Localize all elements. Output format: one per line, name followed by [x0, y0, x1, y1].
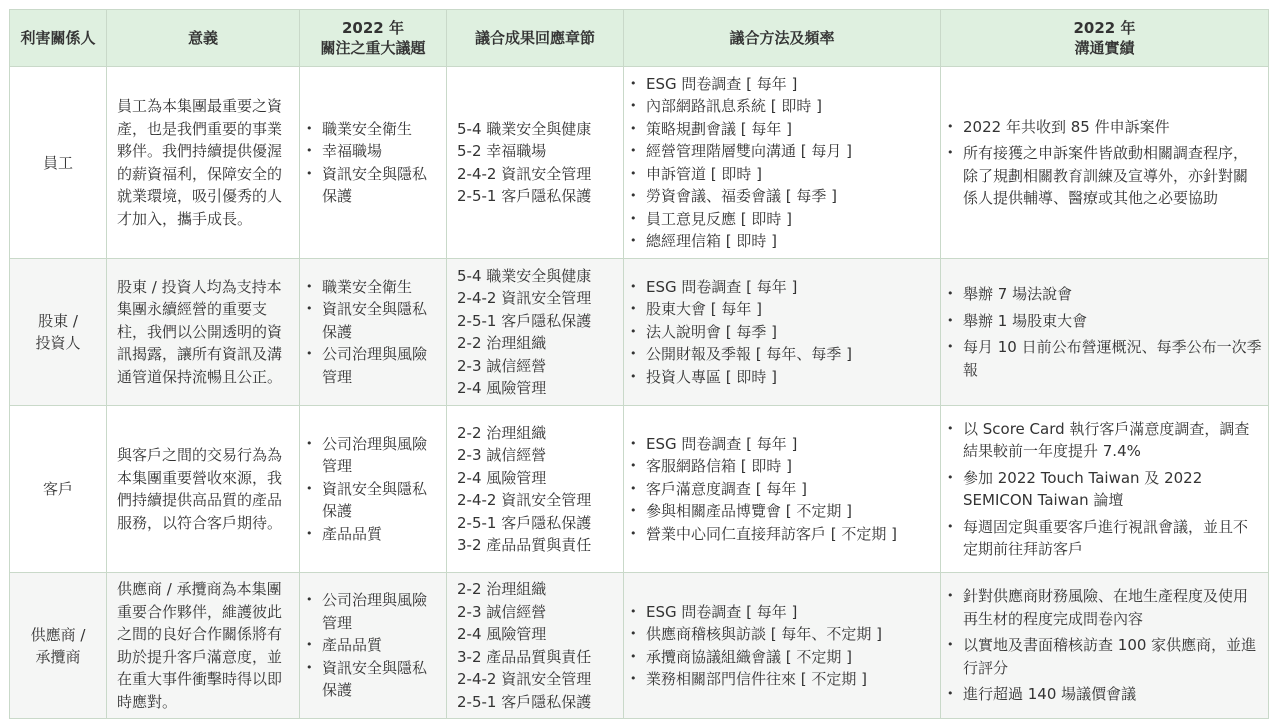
result-item: • 每週固定與重要客戶進行視訊會議，並且不定期前往拜訪客戶	[947, 516, 1262, 561]
methods-cell	[624, 67, 941, 259]
chapter-item: 5-4 職業安全與健康	[457, 266, 592, 285]
chapter-item: 2-4 風險管理	[457, 468, 547, 487]
method-item: • 營業中心同仁直接拜訪客戶 [ 不定期 ]	[630, 523, 934, 546]
method-item-list	[630, 433, 934, 546]
result-item: • 進行超過 140 場議價會議	[947, 683, 1262, 706]
method-item-list	[630, 73, 934, 253]
meaning-cell: 員工為本集團最重要之資產，也是我們重要的事業夥伴。我們持續提供優渥的薪資福利，保障安全的就業環境，吸引優秀的人才加入，攜手成長。	[107, 67, 300, 259]
header-methods: 議合方法及頻率	[624, 10, 941, 67]
chapter-item: 2-3 誠信經營	[457, 356, 547, 375]
chapter-item: 2-4-2 資訊安全管理	[457, 164, 592, 183]
table-header-row	[10, 10, 1269, 67]
methods-cell	[624, 573, 941, 719]
method-item: • ESG 問卷調查 [ 每年 ]	[630, 73, 934, 96]
chapters-cell	[447, 406, 624, 573]
method-item: • 客服網路信箱 [ 即時 ]	[630, 455, 934, 478]
issue-item-list	[306, 276, 440, 389]
stakeholder-cell	[10, 406, 107, 573]
stakeholder-name: 客戶	[42, 480, 73, 498]
method-item: • 股東大會 [ 每年 ]	[630, 298, 934, 321]
issue-item: • 公司治理與風險管理	[306, 343, 440, 388]
method-item: • 法人說明會 [ 每季 ]	[630, 321, 934, 344]
table-row	[10, 67, 1269, 259]
result-item: • 參加 2022 Touch Taiwan 及 2022 SEMICON Taiwan 論壇	[947, 467, 1262, 512]
chapters-cell	[447, 259, 624, 406]
result-item-list	[947, 116, 1262, 210]
method-item: • 員工意見反應 [ 即時 ]	[630, 208, 934, 231]
results-cell	[941, 67, 1269, 259]
chapter-item: 3-2 產品品質與責任	[457, 647, 592, 666]
stakeholder-name: 投資人	[35, 334, 81, 352]
method-item: • 承攬商協議組織會議 [ 不定期 ]	[630, 646, 934, 669]
issue-item-list	[306, 118, 440, 208]
issue-item: • 資訊安全與隱私保護	[306, 163, 440, 208]
result-item: • 每月 10 日前公布營運概況、每季公布一次季報	[947, 336, 1262, 381]
stakeholder-name: 供應商 /	[30, 625, 86, 644]
method-item: • ESG 問卷調查 [ 每年 ]	[630, 601, 934, 624]
method-item: • 策略規劃會議 [ 每年 ]	[630, 118, 934, 141]
result-item: • 舉辦 7 場法說會	[947, 283, 1262, 306]
stakeholder-engagement-table	[9, 9, 1269, 719]
chapter-item: 2-3 誠信經營	[457, 602, 547, 621]
issue-item: • 公司治理與風險管理	[306, 433, 440, 478]
stakeholder-name: 員工	[42, 153, 73, 172]
chapters-cell	[447, 67, 624, 259]
header-stakeholder: 利害關係人	[10, 10, 107, 67]
issues-cell	[300, 67, 447, 259]
issue-item-list	[306, 589, 440, 702]
issue-item: • 幸福職場	[306, 140, 440, 163]
chapter-item: 3-2 產品品質與責任	[457, 536, 592, 554]
method-item: • 總經理信箱 [ 即時 ]	[630, 230, 934, 253]
header-chapters: 議合成果回應章節	[447, 10, 624, 67]
issue-item: • 職業安全衛生	[306, 276, 440, 299]
chapter-item: 2-2 治理組織	[457, 423, 547, 442]
issue-item: • 公司治理與風險管理	[306, 589, 440, 634]
issue-item: • 資訊安全與隱私保護	[306, 657, 440, 702]
chapter-item: 2-2 治理組織	[457, 334, 547, 352]
method-item: • 客戶滿意度調查 [ 每年 ]	[630, 478, 934, 501]
issues-cell	[300, 573, 447, 719]
issues-cell	[300, 259, 447, 406]
chapter-item: 5-4 職業安全與健康	[457, 119, 592, 138]
method-item: • 內部網路訊息系統 [ 即時 ]	[630, 95, 934, 118]
stakeholder-cell	[10, 67, 107, 259]
result-item: • 以 Score Card 執行客戶滿意度調查，調查結果較前一年度提升 7.4%	[947, 418, 1262, 463]
chapter-item-list	[453, 422, 617, 557]
chapter-item: 2-4 風險管理	[457, 625, 547, 643]
method-item: • 公開財報及季報 [ 每年、每季 ]	[630, 343, 934, 366]
method-item-list	[630, 276, 934, 389]
method-item: • 業務相關部門信件往來 [ 不定期 ]	[630, 668, 934, 691]
method-item: • 經營管理階層雙向溝通 [ 每月 ]	[630, 140, 934, 163]
chapter-item: 5-2 幸福職場	[457, 142, 547, 160]
method-item: • 申訴管道 [ 即時 ]	[630, 163, 934, 186]
stakeholder-cell	[10, 573, 107, 719]
header-issues-line2: 關注之重大議題	[320, 39, 426, 57]
chapter-item: 2-2 治理組織	[457, 580, 547, 598]
header-results	[941, 10, 1269, 67]
chapter-item: 2-3 誠信經營	[457, 446, 547, 464]
methods-cell	[624, 259, 941, 406]
chapter-item: 2-5-1 客戶隱私保護	[457, 187, 592, 205]
chapter-item-list	[453, 578, 617, 713]
chapter-item: 2-4-2 資訊安全管理	[457, 491, 592, 509]
header-meaning: 意義	[107, 10, 300, 67]
issue-item-list	[306, 433, 440, 546]
table-row	[10, 406, 1269, 573]
method-item: • 投資人專區 [ 即時 ]	[630, 366, 934, 389]
result-item: • 2022 年共收到 85 件申訴案件	[947, 116, 1262, 139]
meaning-cell: 供應商 / 承攬商為本集團重要合作夥伴，維護彼此之間的良好合作關係將有助於提升客戶滿意度，並在重大事件衝擊時得以即時應對。	[107, 573, 300, 719]
method-item: • 參與相關產品博覽會 [ 不定期 ]	[630, 500, 934, 523]
header-issues-line1: 2022 年	[342, 19, 404, 37]
chapter-item: 2-5-1 客戶隱私保護	[457, 513, 592, 532]
method-item-list	[630, 601, 934, 691]
result-item-list	[947, 283, 1262, 381]
results-cell	[941, 259, 1269, 406]
method-item: • 勞資會議、福委會議 [ 每季 ]	[630, 185, 934, 208]
issues-cell	[300, 406, 447, 573]
chapter-item: 2-5-1 客戶隱私保護	[457, 692, 592, 711]
stakeholder-name: 股東 /	[38, 312, 78, 330]
table-row	[10, 573, 1269, 719]
issue-item: • 產品品質	[306, 634, 440, 657]
issue-item: • 產品品質	[306, 523, 440, 546]
results-cell	[941, 406, 1269, 573]
header-results-line2: 溝通實績	[1074, 39, 1135, 57]
method-item: • ESG 問卷調查 [ 每年 ]	[630, 276, 934, 299]
stakeholder-cell	[10, 259, 107, 406]
result-item: • 所有接獲之申訴案件皆啟動相關調查程序，除了規劃相關教育訓練及宣導外，亦針對關係人提供輔導、醫療或其他之必要協助	[947, 142, 1262, 210]
chapter-item: 2-5-1 客戶隱私保護	[457, 311, 592, 330]
stakeholder-name: 承攬商	[35, 647, 81, 666]
chapter-item-list	[453, 265, 617, 400]
result-item: • 針對供應商財務風險、在地生產程度及使用再生材的程度完成問卷內容	[947, 585, 1262, 630]
chapters-cell	[447, 573, 624, 719]
methods-cell	[624, 406, 941, 573]
issue-item: • 資訊安全與隱私保護	[306, 478, 440, 523]
method-item: • 供應商稽核與訪談 [ 每年、不定期 ]	[630, 623, 934, 646]
method-item: • ESG 問卷調查 [ 每年 ]	[630, 433, 934, 456]
result-item: • 以實地及書面稽核訪查 100 家供應商，並進行評分	[947, 634, 1262, 679]
chapter-item: 2-4 風險管理	[457, 379, 547, 397]
meaning-cell: 股東 / 投資人均為支持本集團永續經營的重要支柱，我們以公開透明的資訊揭露，讓所有資訊及溝通管道保持流暢且公正。	[107, 259, 300, 406]
chapter-item: 2-4-2 資訊安全管理	[457, 289, 592, 307]
header-results-line1: 2022 年	[1073, 19, 1136, 37]
table-row	[10, 259, 1269, 406]
chapter-item: 2-4-2 資訊安全管理	[457, 670, 592, 688]
result-item: • 舉辦 1 場股東大會	[947, 310, 1262, 333]
issue-item: • 職業安全衛生	[306, 118, 440, 141]
issue-item: • 資訊安全與隱私保護	[306, 298, 440, 343]
result-item-list	[947, 585, 1262, 706]
header-issues	[300, 10, 447, 67]
chapter-item-list	[453, 118, 617, 208]
meaning-cell: 與客戶之間的交易行為為本集團重要營收來源，我們持續提供高品質的產品服務，以符合客戶期待。	[107, 406, 300, 573]
result-item-list	[947, 418, 1262, 561]
results-cell	[941, 573, 1269, 719]
